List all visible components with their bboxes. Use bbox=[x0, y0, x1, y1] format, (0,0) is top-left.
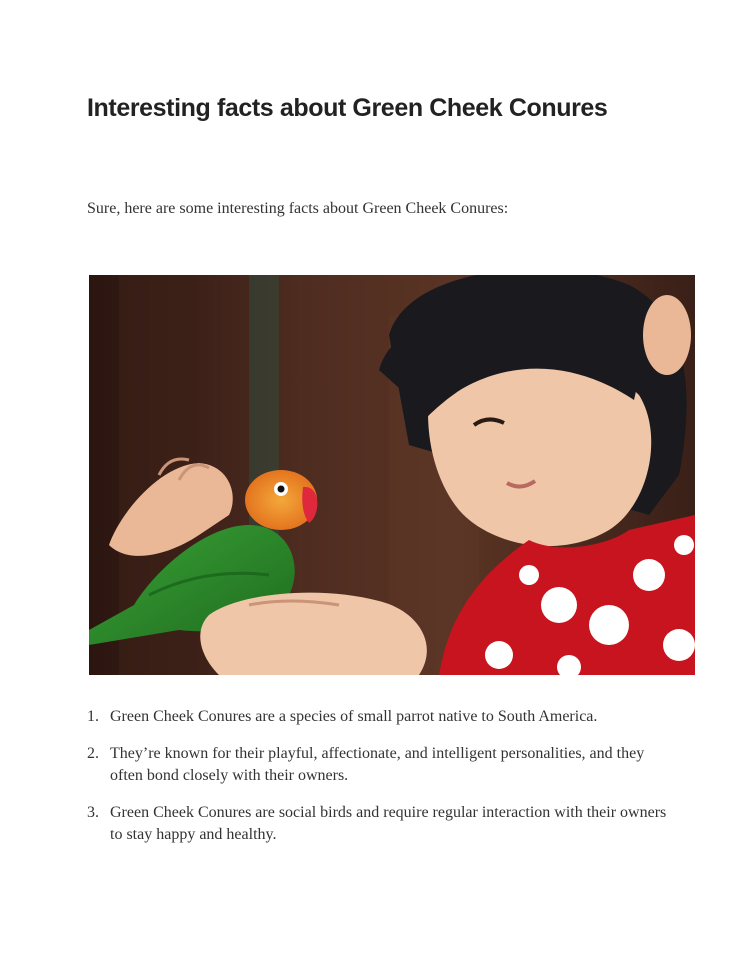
photo-illustration bbox=[89, 275, 695, 675]
fact-text: Green Cheek Conures are social birds and require regular interaction with their owners to stay happy and healthy. bbox=[110, 804, 667, 843]
fact-item bbox=[87, 706, 667, 728]
fact-number: 1. bbox=[87, 708, 99, 725]
fact-item bbox=[87, 743, 667, 787]
page-title: Interesting facts about Green Cheek Conures bbox=[87, 94, 608, 122]
fact-item bbox=[87, 802, 667, 846]
girl-with-parrot-photo bbox=[89, 275, 695, 675]
fact-number: 3. bbox=[87, 804, 99, 821]
fact-text: Green Cheek Conures are a species of small parrot native to South America. bbox=[110, 708, 598, 725]
intro-text: Sure, here are some interesting facts about Green Cheek Conures: bbox=[87, 200, 509, 217]
fact-text: They’re known for their playful, affectionate, and intelligent personalities, and they often bond closely with their owners. bbox=[110, 745, 645, 784]
fact-number: 2. bbox=[87, 745, 99, 762]
facts-list bbox=[87, 706, 667, 846]
